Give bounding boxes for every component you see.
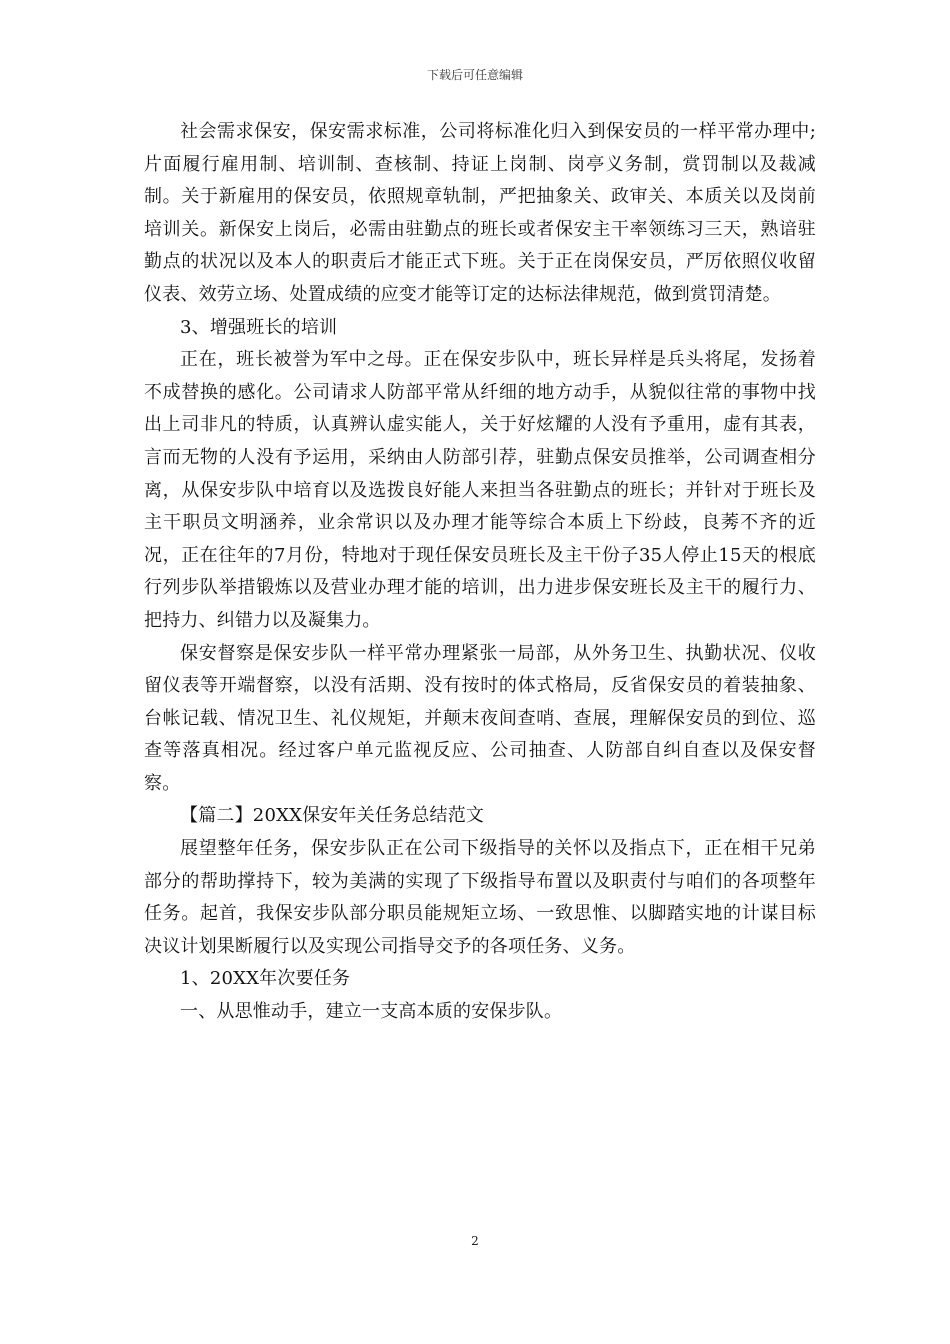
page-number: 2 — [471, 1234, 479, 1248]
document-body — [144, 116, 816, 1029]
paragraph: 正在，班长被誉为军中之母。正在保安步队中，班长异样是兵头将尾，发扬着不成替换的感化。公司请求人防部平常从纤细的地方动手，从貌似往常的事物中找出上司非凡的特质，认真辨认虚实能人，关于好炫耀的人没有予重用，虚有其表，言而无物的人没有予运用，采纳由人防部引荐，驻勤点保安员推举，公司调查相分离，从保安步队中培育以及选拨良好能人来担当各驻勤点的班长；并针对于班长及主干职员文明涵养，业余常识以及办理才能等综合本质上下纷歧，良莠不齐的近况，正在往年的7月份，特地对于现任保安员班长及主干份子35人停止15天的根底行列步队举措锻炼以及营业办理才能的培训，出力进步保安班长及主干的履行力、把持力、纠错力以及凝集力。 — [144, 349, 816, 631]
section-heading: 3、增强班长的培训 — [180, 316, 338, 338]
section-heading: 1、20XX年次要任务 — [180, 968, 351, 990]
section-heading: 【篇二】20XX保安年关任务总结范文 — [180, 805, 485, 827]
page-header: 下载后可任意编辑 — [426, 68, 523, 82]
paragraph: 保安督察是保安步队一样平常办理紧张一局部，从外务卫生、执勤状况、仪收留仪表等开端督察，以没有活期、没有按时的体式格局，反省保安员的着装抽象、台帐记载、情况卫生、礼仪规矩，并颠末夜间查哨、查展，理解保安员的到位、巡查等落真相况。经过客户单元监视反应、公司抽查、人防部自纠自查以及保安督察。 — [144, 642, 816, 794]
paragraph: 社会需求保安，保安需求标准，公司将标准化归入到保安员的一样平常办理中;片面履行雇用制、培训制、查核制、持证上岗制、岗亭义务制，赏罚制以及裁减制。关于新雇用的保安员，依照规章轨制，严把抽象关、政审关、本质关以及岗前培训关。新保安上岗后，必需由驻勤点的班长或者保安主干率领练习三天，熟谙驻勤点的状况以及本人的职责后才能正式下班。关于正在岗保安员，严厉依照仪收留仪表、效劳立场、处置成绩的应变才能等订定的达标法律规范，做到赏罚清楚。 — [144, 121, 816, 305]
paragraph: 展望整年任务，保安步队正在公司下级指导的关怀以及指点下，正在相干兄弟部分的帮助撑持下，较为美满的实现了下级指导布置以及职责付与咱们的各项整年任务。起首，我保安步队部分职员能规矩立场、一致思惟、以脚踏实地的计谋目标决议计划果断履行以及实现公司指导交予的各项任务、义务。 — [144, 838, 816, 957]
section-heading: 一、从思惟动手，建立一支高本质的安保步队。 — [180, 1001, 563, 1023]
